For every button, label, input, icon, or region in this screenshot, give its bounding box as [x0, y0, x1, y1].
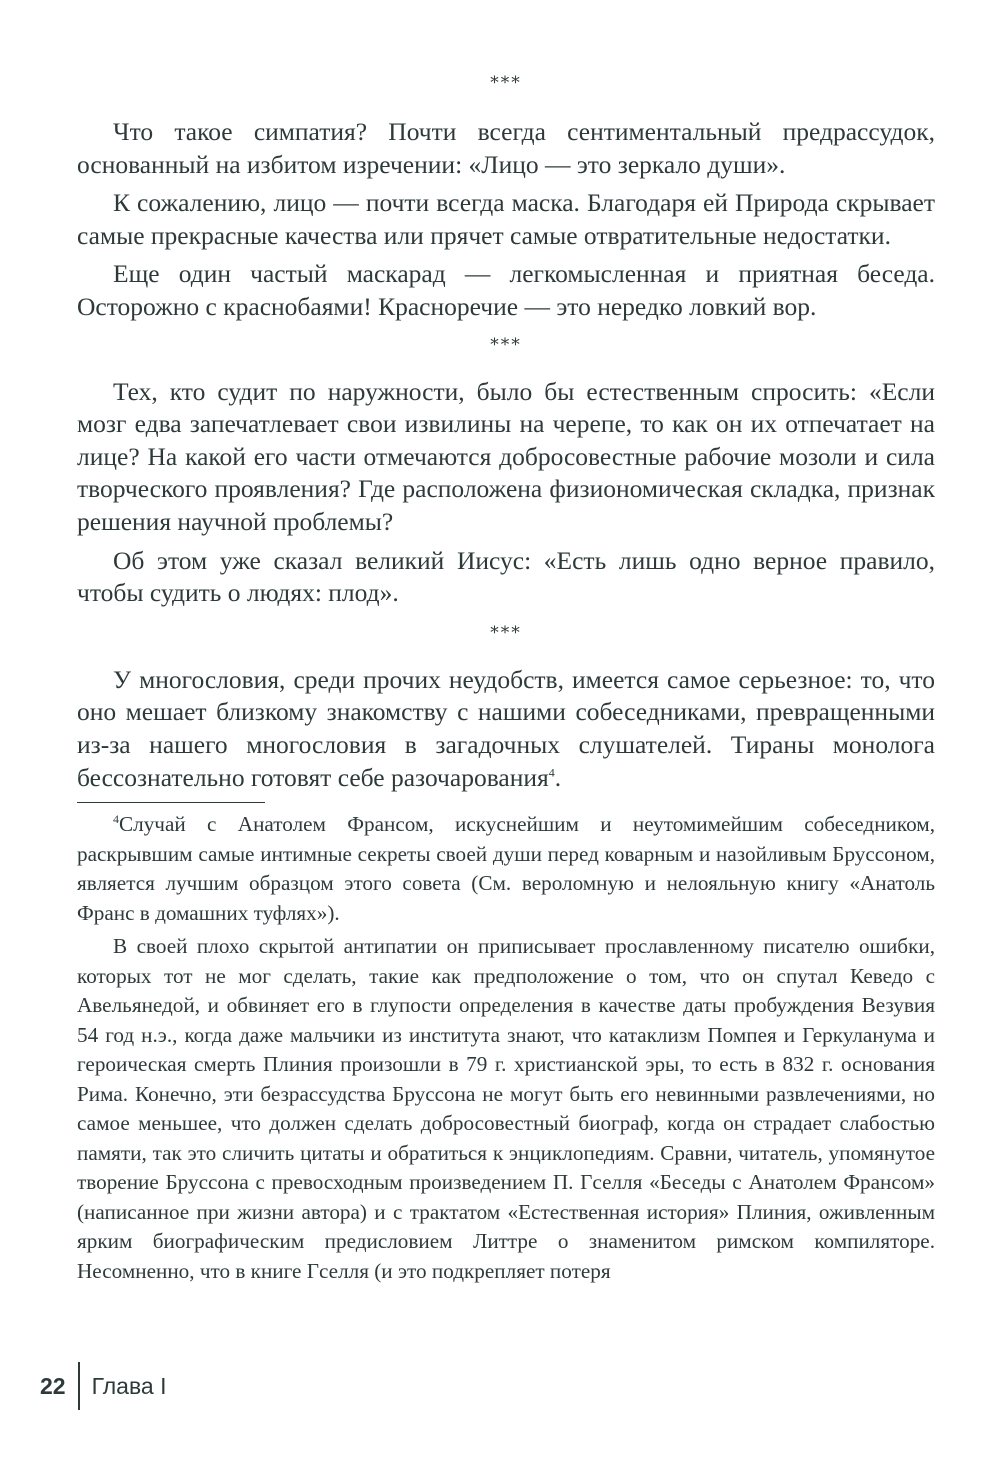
- footnote-paragraph: В своей плохо скрытой антипатии он приписывает прославленному писателю ошибки, которых тот не мог сделать, такие как предположение о том, что он спутал Кеведо с Авельянедой, и обвиняет его в глупости определения в качестве даты пробуждения Везувия 54 год н.э., когда даже мальчики из института знают, что катаклизм Помпея и Геркуланума и героическая смерть Плиния произошли в 79 г. христианской эры, то есть в 832 г. основания Рима. Конечно, эти безрассудства Бруссона не могут быть его невинными развлечениями, но самое меньшее, что должен сделать добросовестный биограф, когда он страдает слабостью памяти, так это сличить цитаты и обратиться к энциклопедиям. Сравни, читатель, упомянутое творение Бруссона с превосходным произведением П. Гселля «Беседы с Анатолем Франсом» (написанное при жизни автора) и с трактатом «Естественная история» Плиния, оживленным ярким биографическим предисловием Литтре о знаменитом римском компиляторе. Несомненно, что в книге Гселля (и это подкрепляет потеря: [77, 934, 935, 1283]
- footnote-marker: 4: [113, 811, 119, 826]
- section-separator: ***: [490, 334, 522, 355]
- paragraph: К сожалению, лицо — почти всегда маска. Благодаря ей Природа скрывает самые прекрасные качества или прячет самые отвратительные недостатки.: [77, 188, 935, 250]
- page-body: [77, 0, 935, 794]
- section-1: [77, 116, 935, 324]
- section-3: [77, 664, 935, 794]
- footnote-ref: 4: [548, 765, 555, 779]
- footnote-rule: [77, 802, 265, 803]
- section-separator: ***: [490, 622, 522, 643]
- paragraph: У многословия, среди прочих неудобств, имеется самое серьезное: то, что оно мешает близкому знакомству с нашими собеседниками, превращенными из-за нашего многословия в загадочных слушателей. Тираны монолога бессознательно готовят себе разочарования$^4$.: [77, 664, 935, 792]
- footnote: [77, 810, 935, 1286]
- paragraph: Еще один частый маскарад — легкомысленная и приятная беседа. Осторожно с краснобаями! Красноречие — это нередко ловкий вор.: [77, 259, 935, 321]
- page-footer: [40, 1362, 167, 1410]
- footnote-text: Случай с Анатолем Франсом, искуснейшим и неутомимейшим собеседником, раскрывшим самые интимные секреты своей души перед коварным и назойливым Бруссоном, является лучшим образцом этого совета (См. вероломную и нелояльную книгу «Анатоль Франс в домашних туфлях»).: [77, 812, 935, 925]
- chapter-label: Глава I: [91, 1372, 167, 1399]
- section-separator: ***: [490, 73, 522, 93]
- paragraph-text: У многословия, среди прочих неудобств, имеется самое серьезное: то, что оно мешает близкому знакомству с нашими собеседниками, превращенными из-за нашего многословия в загадочных слушателей. Тираны монолога бессознательно готовят себе разочарования: [77, 664, 935, 792]
- paragraph: Тех, кто судит по наружности, было бы естественным спросить: «Если мозг едва запечатлевает свои извилины на черепе, то как он их отпечатает на лице? На какой его части отмечаются добросовестные рабочие мозоли и сила творческого проявления? Где расположена физиономическая складка, признак решения научной проблемы?: [77, 376, 935, 536]
- page-number: 22: [40, 1372, 66, 1399]
- footnote-paragraph: [77, 810, 935, 928]
- paragraph: Об этом уже сказал великий Иисус: «Есть лишь одно верное правило, чтобы судить о людях: плод».: [77, 545, 935, 608]
- section-2: [77, 376, 935, 610]
- paragraph: Что такое симпатия? Почти всегда сентиментальный предрассудок, основанный на избитом изречении: «Лицо — это зеркало души».: [77, 117, 935, 179]
